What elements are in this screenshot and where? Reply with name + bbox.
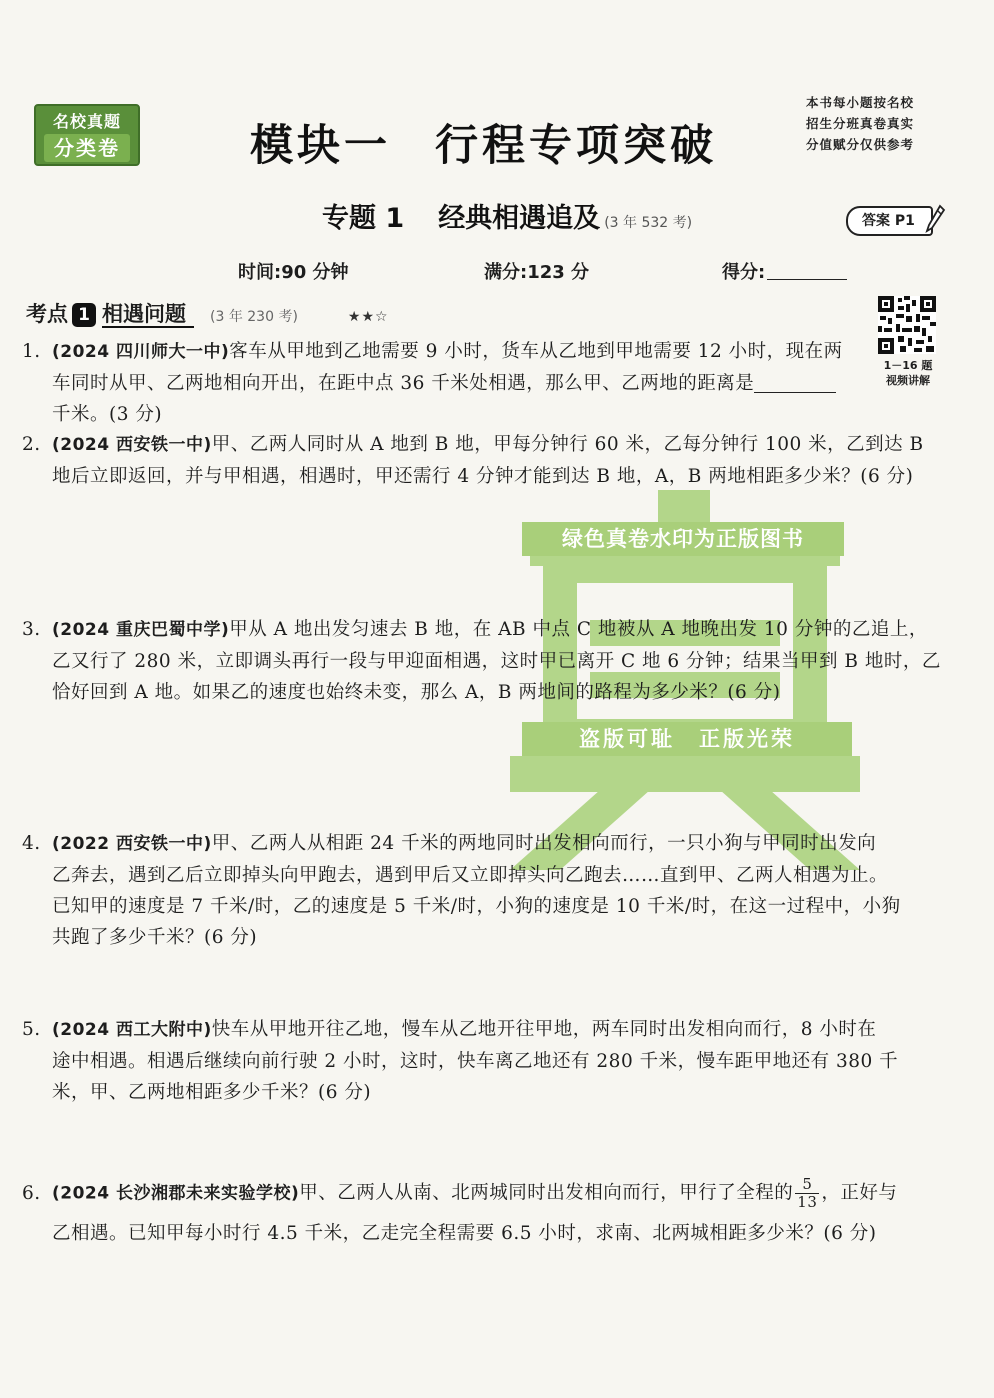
question-text: 乙相遇。已知甲每小时行 4.5 千米，乙走完全程需要 6.5 小时，求南、北两城相距多少米？(6 分): [52, 1223, 877, 1244]
question-text: 千米。(3 分): [52, 404, 163, 425]
module-title: [250, 112, 750, 173]
topic-label: 专题 1: [322, 203, 405, 234]
time-limit: 时间:90 分钟: [238, 262, 349, 283]
scoring-note: [806, 92, 956, 155]
question-source: (2024 西安铁一中): [52, 435, 212, 455]
answer-blank[interactable]: [754, 374, 836, 393]
question-text: 共跑了多少千米？(6 分): [52, 927, 258, 948]
score-label: 得分:: [722, 262, 766, 283]
question-6: [22, 1176, 952, 1251]
watermark-band-bottom: 盗版可耻 正版光荣: [522, 722, 852, 756]
question-text: 甲、乙两人同时从 A 地到 B 地，甲每分钟行 60 米，乙每分钟行 100 米，乙到达 B: [211, 434, 924, 455]
score-blank[interactable]: [767, 263, 847, 280]
score-field: [722, 258, 847, 284]
question-number: 3.: [22, 619, 41, 640]
qr-code-icon[interactable]: [878, 296, 936, 354]
question-text: 乙奔去，遇到乙后立即掉头向甲跑去，遇到甲后又立即掉头向乙跑去……直到甲、乙两人相遇为止。: [52, 865, 889, 886]
full-score: 满分:123 分: [484, 262, 590, 283]
question-text: 乙又行了 280 米，立即调头再行一段与甲迎面相遇，这时甲已离开 C 地 6 分钟；结果当甲到 B 地时，乙: [52, 651, 941, 672]
question-number: 5.: [22, 1019, 41, 1040]
section-prefix: 考点: [26, 302, 68, 326]
question-number: 4.: [22, 833, 41, 854]
watermark-band-top: 绿色真卷水印为正版图书: [522, 522, 844, 556]
topic-exam-count: (3 年 532 考): [604, 215, 693, 231]
question-text: 甲、乙两人从相距 24 千米的两地同时出发相向而行，一只小狗与甲同时出发向: [211, 833, 877, 854]
question-source: (2024 长沙湘郡未来实验学校): [52, 1183, 300, 1204]
badge-line-1: 名校真题: [52, 112, 121, 131]
question-number: 6.: [22, 1182, 41, 1204]
section-number: 1: [72, 303, 96, 327]
question-4: [22, 828, 952, 953]
question-source: (2022 西安铁一中): [52, 834, 212, 854]
question-text: 已知甲的速度是 7 千米/时，乙的速度是 5 千米/时，小狗的速度是 10 千米/时，在这一过程中，小狗: [52, 896, 901, 917]
question-text: 客车从甲地到乙地需要 9 小时，货车从乙地到甲地需要 12 小时，现在两: [229, 341, 843, 362]
series-badge: [34, 104, 140, 166]
badge-line-2: 分类卷: [44, 134, 130, 162]
question-text: 米，甲、乙两地相距多少千米？(6 分): [52, 1082, 372, 1103]
question-text: 途中相遇。相遇后继续向前行驶 2 小时，这时，快车离乙地还有 280 千米，慢车距甲地还有 380 千: [52, 1051, 899, 1072]
difficulty-stars: ★★☆: [347, 309, 389, 325]
note-line: 招生分班真卷真实: [806, 116, 915, 131]
question-number: 2.: [22, 434, 41, 455]
question-source: (2024 四川师大一中): [52, 342, 230, 362]
fraction-denominator: 13: [797, 1193, 818, 1211]
section-name: 相遇问题: [102, 302, 194, 328]
question-text: 甲、乙两人从南、北两城同时出发相向而行，甲行了全程的: [299, 1182, 794, 1204]
section-exam-count: (3 年 230 考): [210, 309, 298, 325]
qr-caption: [872, 358, 944, 388]
question-text: 地后立即返回，并与甲相遇，相遇时，甲还需行 4 分钟才能到达 B 地，A，B 两地相距多少米？(6 分): [52, 466, 914, 487]
note-line: 分值赋分仅供参考: [806, 137, 915, 152]
note-line: 本书每小题按名校: [806, 95, 915, 110]
question-3: [22, 614, 952, 708]
qr-caption-line: 1－16 题: [883, 359, 933, 372]
question-text: 快车从甲地开往乙地，慢车从乙地开往甲地，两车同时出发相向而行，8 小时在: [211, 1019, 877, 1040]
question-text: 车同时从甲、乙两地相向开出，在距中点 36 千米处相遇，那么甲、乙两地的距离是: [52, 373, 755, 394]
question-text: 甲从 A 地出发匀速去 B 地，在 AB 中点 C 地被从 A 地晚出发 10 分钟的乙追上，: [229, 619, 928, 640]
question-text: ，正好与: [821, 1182, 898, 1204]
topic-heading: [322, 196, 692, 235]
question-number: 1.: [22, 341, 41, 362]
module-title-part1: 模块一: [250, 121, 391, 171]
fraction: [795, 1176, 819, 1211]
question-2: [22, 429, 952, 492]
fraction-numerator: 5: [795, 1176, 819, 1194]
question-1: [22, 336, 872, 430]
question-5: [22, 1014, 952, 1108]
answer-page-reference: 答案 P1: [846, 206, 933, 236]
section-heading: [26, 298, 389, 328]
module-title-part2: 行程专项突破: [435, 121, 717, 171]
pencil-icon: [924, 204, 946, 234]
question-text: 恰好回到 A 地。如果乙的速度也始终未变，那么 A，B 两地间的路程为多少米？(6 分): [52, 682, 781, 703]
question-source: (2024 西工大附中): [52, 1020, 212, 1040]
topic-title: 经典相遇追及: [438, 203, 601, 234]
qr-caption-line: 视频讲解: [886, 374, 930, 387]
question-source: (2024 重庆巴蜀中学): [52, 620, 230, 640]
